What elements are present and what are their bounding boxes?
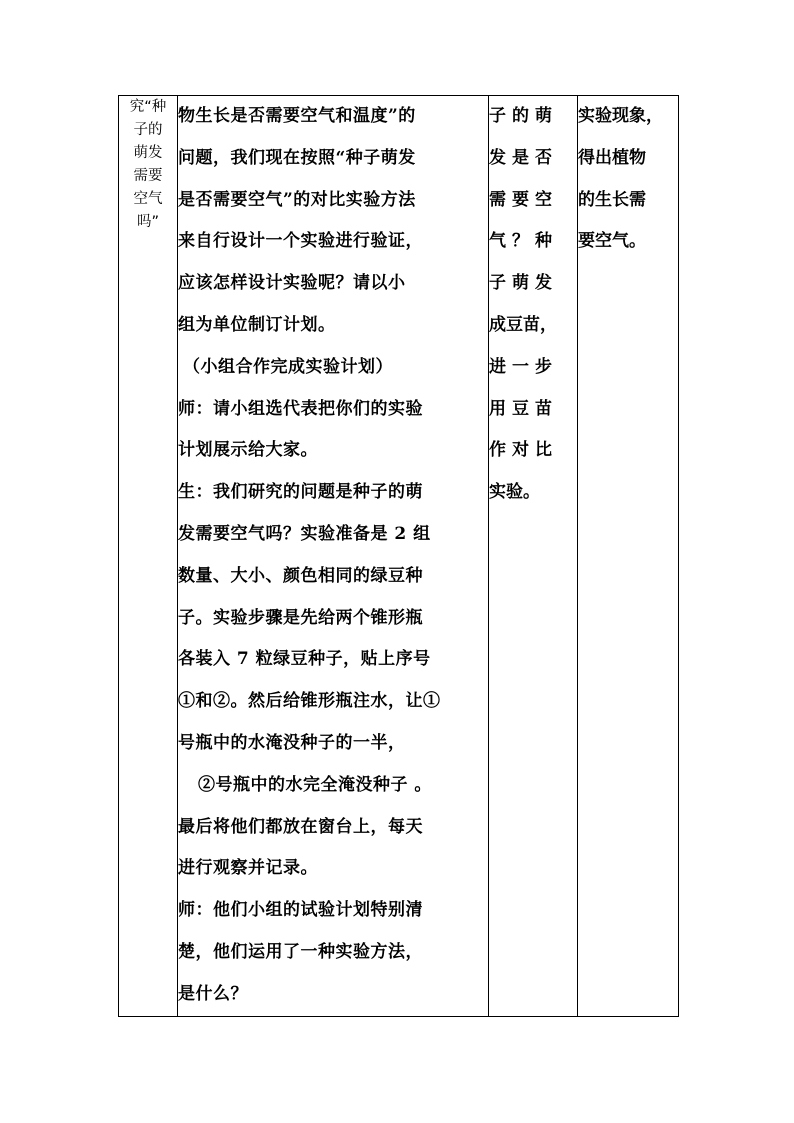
process-line: 进行观察并记录。 <box>178 858 318 879</box>
result-line: 得出植物 <box>578 147 646 168</box>
process-line: 是否需要空气”的对比实验方法 <box>178 189 416 210</box>
intent-line: 进一步 <box>489 356 558 377</box>
lesson-plan-table <box>118 95 679 1017</box>
process-line: 最后将他们都放在窗台上，每天 <box>178 816 423 837</box>
intent-line: 发是否 <box>489 147 558 168</box>
process-line: （小组合作完成实验计划） <box>183 356 393 377</box>
topic-line: 究“种 <box>129 99 167 115</box>
intent-line: 子萌发 <box>489 273 558 294</box>
process-line: 子。实验步骤是先给两个锥形瓶 <box>178 607 423 628</box>
design-intent-cell <box>489 96 578 1017</box>
teaching-process-cell <box>178 96 489 1017</box>
process-line: 师：他们小组的试验计划特别清 <box>178 900 423 921</box>
intent-line: 气？种 <box>489 231 558 252</box>
process-line: 物生长是否需要空气和温度”的 <box>178 106 416 126</box>
process-line: 数量、大小、颜色相同的绿豆种 <box>178 565 423 586</box>
process-line: 楚，他们运用了一种实验方法， <box>178 941 423 962</box>
process-line: 号瓶中的水淹没种子的一半， <box>178 732 406 753</box>
process-line: 各装入 7 粒绿豆种子，贴上序号 <box>178 649 431 670</box>
process-line: 应该怎样设计实验呢？请以小 <box>178 273 406 294</box>
intent-line: 子的萌 <box>489 106 558 126</box>
topic-line: 需要 <box>133 168 163 184</box>
result-cell <box>578 96 679 1017</box>
process-line: 师：请小组选代表把你们的实验 <box>178 398 423 419</box>
intent-line: 作对比 <box>489 440 558 461</box>
table-row <box>119 96 679 1017</box>
topic-line: 空气 <box>133 191 163 207</box>
process-line: ②号瓶中的水完全淹没种子 。 <box>198 774 432 795</box>
result-line: 的生长需 <box>578 189 646 210</box>
intent-line: 实验。 <box>489 482 540 503</box>
process-line: 生：我们研究的问题是种子的萌 <box>178 482 423 503</box>
topic-cell <box>119 96 178 1017</box>
process-line: ①和②。然后给锥形瓶注水，让① <box>178 691 441 712</box>
process-line: 是什么？ <box>178 983 248 1004</box>
intent-line: 需要空 <box>489 189 558 210</box>
process-line: 计划展示给大家。 <box>178 440 318 461</box>
intent-line: 成豆苗， <box>489 314 557 335</box>
process-line: 发需要空气吗？实验准备是 2 组 <box>178 523 431 544</box>
intent-line: 用豆苗 <box>489 398 558 419</box>
topic-line: 萌发 <box>133 145 163 161</box>
result-line: 要空气。 <box>578 231 646 252</box>
process-line: 问题，我们现在按照“种子萌发 <box>178 147 416 168</box>
result-line: 实验现象， <box>578 106 663 126</box>
process-line: 来自行设计一个实验进行验证， <box>178 231 423 252</box>
topic-line: 子的 <box>133 122 163 138</box>
topic-line: 吗” <box>136 214 159 230</box>
process-line: 组为单位制订计划。 <box>178 314 336 335</box>
